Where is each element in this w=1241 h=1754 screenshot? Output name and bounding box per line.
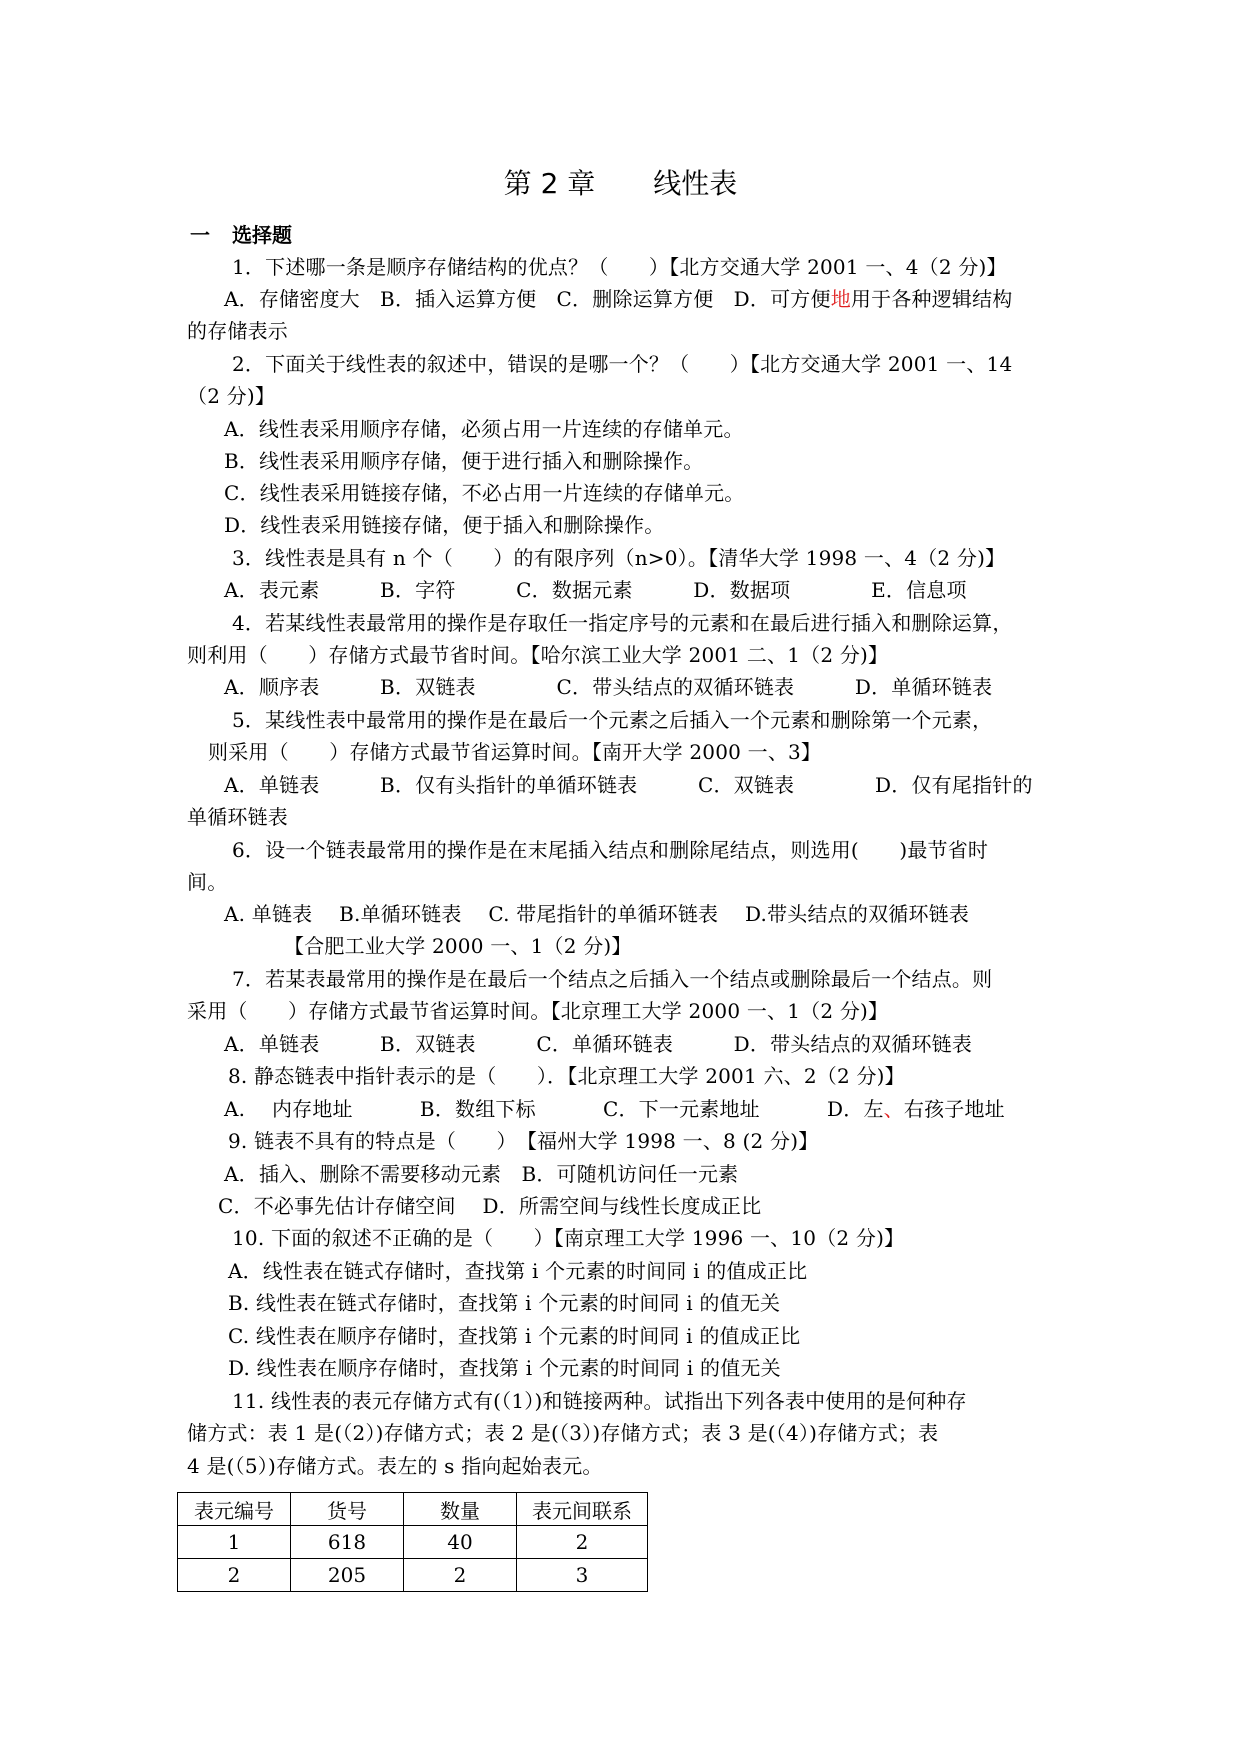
question-2-option-c: C．线性表采用链接存储，不必占用一片连续的存储单元。 — [224, 481, 745, 505]
section-number: 一 — [190, 223, 210, 247]
table-cell: 1 — [178, 1526, 291, 1559]
question-4-options: A．顺序表 B．双链表 C．带头结点的双循环链表 D．单循环链表 — [224, 675, 993, 699]
question-6-stem: 6．设一个链表最常用的操作是在末尾插入结点和删除尾结点，则选用( )最节省时 — [232, 838, 989, 862]
question-3-options: A．表元素 B．字符 C．数据元素 D．数据项 E．信息项 — [224, 578, 967, 602]
question-1-options-cont: 的存储表示 — [187, 319, 288, 343]
question-3-stem: 3．线性表是具有 n 个（ ）的有限序列（n>0）。【清华大学 1998 一、4（2 分)】 — [232, 546, 1006, 570]
highlighted-char: 地 — [830, 287, 851, 311]
question-11-stem-cont: 储方式：表 1 是(（2）)存储方式；表 2 是(（3）)存储方式；表 3 是(（4）)存储方式；表 — [187, 1421, 939, 1445]
question-6-source: 【合肥工业大学 2000 一、1（2 分)】 — [284, 934, 632, 958]
question-5-stem-cont: 则采用（ ）存储方式最节省运算时间。【南开大学 2000 一、3】 — [208, 740, 822, 764]
question-1-stem: 1．下述哪一条是顺序存储结构的优点？（ ）【北方交通大学 2001 一、4（2 分)】 — [232, 255, 1007, 279]
question-7-options: A．单链表 B．双链表 C．单循环链表 D．带头结点的双循环链表 — [224, 1032, 973, 1056]
question-6-stem-cont: 间。 — [187, 870, 228, 894]
storage-table — [177, 1492, 648, 1592]
table-header-row — [178, 1493, 648, 1526]
question-2-option-b: B．线性表采用顺序存储，便于进行插入和删除操作。 — [224, 449, 704, 473]
section-label: 选择题 — [232, 223, 292, 247]
question-2-stem: 2．下面关于线性表的叙述中，错误的是哪一个？（ ）【北方交通大学 2001 一、14 — [232, 352, 1013, 376]
question-5-options: A．单链表 B．仅有头指针的单循环链表 C．双链表 D．仅有尾指针的 — [224, 773, 1033, 797]
table-row — [178, 1559, 648, 1592]
table-cell: 618 — [291, 1526, 404, 1559]
question-7-stem: 7．若某表最常用的操作是在最后一个结点之后插入一个结点或删除最后一个结点。则 — [232, 967, 993, 991]
table-cell: 2 — [404, 1559, 517, 1592]
highlighted-char: 、 — [883, 1097, 904, 1121]
table-cell: 40 — [404, 1526, 517, 1559]
question-2-option-d: D．线性表采用链接存储，便于插入和删除操作。 — [224, 513, 665, 537]
question-5-stem: 5．某线性表中最常用的操作是在最后一个元素之后插入一个元素和删除第一个元素， — [232, 708, 993, 732]
table-cell: 2 — [517, 1526, 648, 1559]
question-2-stem-cont: （2 分)】 — [187, 384, 276, 408]
question-9-options-cd: C．不必事先估计存储空间 D．所需空间与线性长度成正比 — [218, 1194, 762, 1218]
question-10-option-a: A．线性表在链式存储时，查找第 i 个元素的时间同 i 的值成正比 — [228, 1259, 808, 1283]
question-8-options: A. 内存地址 B．数组下标 C．下一元素地址 D．左、右孩子地址 — [224, 1097, 1005, 1121]
question-4-stem-cont: 则利用（ ）存储方式最节省时间。【哈尔滨工业大学 2001 二、1（2 分)】 — [187, 643, 889, 667]
section-heading — [190, 219, 292, 251]
question-9-stem: 9. 链表不具有的特点是（ ） 【福州大学 1998 一、8 (2 分)】 — [228, 1129, 819, 1153]
table-cell: 205 — [291, 1559, 404, 1592]
question-8-stem: 8. 静态链表中指针表示的是（ ）．【北京理工大学 2001 六、2（2 分)】 — [228, 1064, 905, 1088]
table-cell: 2 — [178, 1559, 291, 1592]
question-5-options-cont: 单循环链表 — [187, 805, 288, 829]
table-header-cell: 数量 — [404, 1493, 517, 1526]
chapter-title — [0, 164, 1241, 204]
question-1-options: A．存储密度大 B．插入运算方便 C．删除运算方便 D．可方便地用于各种逻辑结构 — [224, 287, 1013, 311]
table-cell: 3 — [517, 1559, 648, 1592]
table-header-cell: 表元间联系 — [517, 1493, 648, 1526]
question-7-stem-cont: 采用（ ）存储方式最节省运算时间。【北京理工大学 2000 一、1（2 分)】 — [187, 999, 889, 1023]
question-11-stem-cont2: 4 是(（5）)存储方式。表左的 s 指向起始表元。 — [187, 1454, 603, 1478]
table-header-cell: 表元编号 — [178, 1493, 291, 1526]
question-10-option-d: D. 线性表在顺序存储时，查找第 i 个元素的时间同 i 的值无关 — [228, 1356, 781, 1380]
question-10-option-b: B. 线性表在链式存储时，查找第 i 个元素的时间同 i 的值无关 — [228, 1291, 781, 1315]
question-4-stem: 4．若某线性表最常用的操作是存取任一指定序号的元素和在最后进行插入和删除运算， — [232, 611, 1013, 635]
chapter-number: 第 2 章 — [503, 167, 596, 200]
table-header-cell: 货号 — [291, 1493, 404, 1526]
question-6-options: A. 单链表 B.单循环链表 C. 带尾指针的单循环链表 D.带头结点的双循环链表 — [224, 902, 970, 926]
question-10-option-c: C. 线性表在顺序存储时，查找第 i 个元素的时间同 i 的值成正比 — [228, 1324, 801, 1348]
question-10-stem: 10. 下面的叙述不正确的是（ ）【南京理工大学 1996 一、10（2 分)】 — [232, 1226, 905, 1250]
question-2-option-a: A．线性表采用顺序存储，必须占用一片连续的存储单元。 — [224, 417, 744, 441]
question-9-options-ab: A．插入、删除不需要移动元素 B．可随机访问任一元素 — [224, 1162, 739, 1186]
chapter-name: 线性表 — [653, 167, 738, 200]
question-11-stem: 11. 线性表的表元存储方式有(（1）)和链接两种。试指出下列各表中使用的是何种存 — [232, 1389, 967, 1413]
table-row — [178, 1526, 648, 1559]
